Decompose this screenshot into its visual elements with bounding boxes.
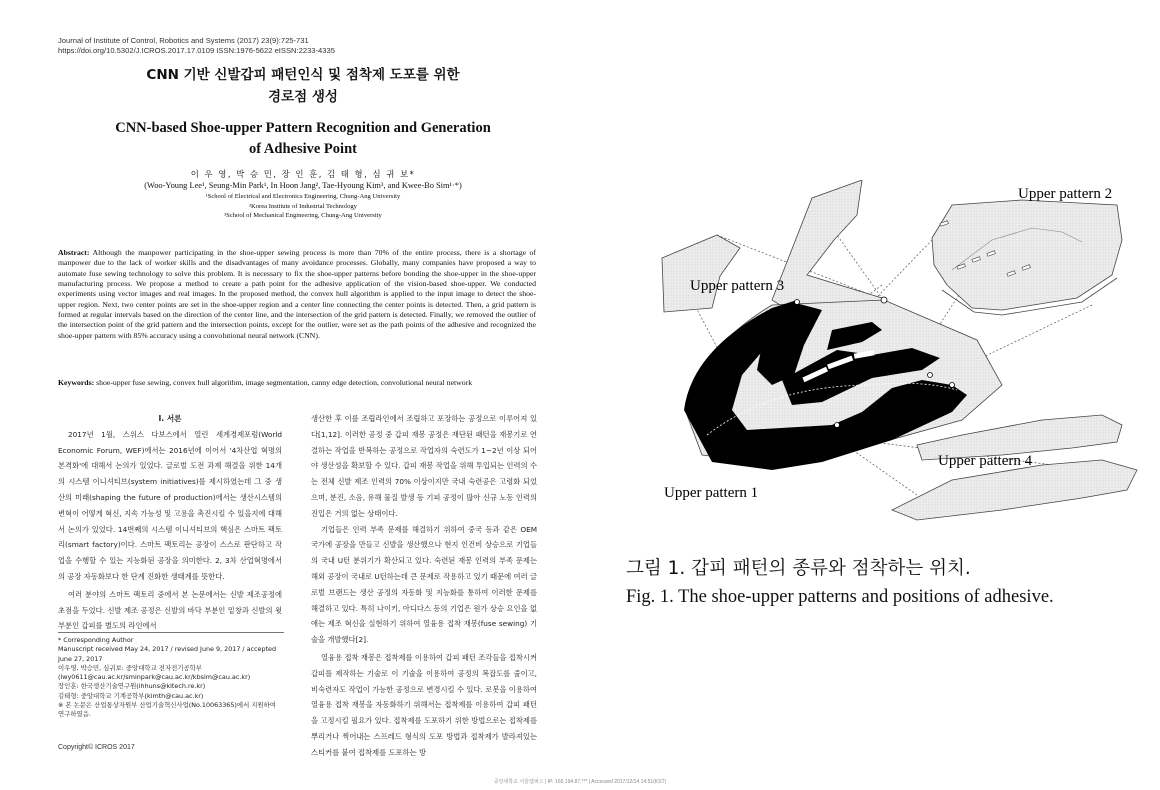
upper-pattern-3-label: Upper pattern 3 bbox=[690, 278, 785, 294]
body-column-left bbox=[58, 411, 282, 636]
paragraph: 기업들은 인력 부족 문제를 해결하기 위하여 중국 등과 같은 OEM 국가에 공장을 만들고 신발을 생산했으나 현지 인건비 상승으로 기업들의 국내 U턴 분위기가 확산되고 있다. 숙련된 재봉 인력의 부족 문제는 해외 공장이 국내로 U턴하는데 큰 문제로 작용하고 있기 때문에 여러 글로벌 브랜드는 생산 공정의 자동화 및 지능화를 통하여 이러한 문제를 해결하고 있다. 특히 나이키, 아디다스 등의 기업은 원가 상승 요인을 없애는 제조 혁신을 실현하기 위하여 열융용 접착 재봉(fuse sewing) 기술을 개발했다[2]. bbox=[311, 524, 537, 645]
keywords bbox=[58, 378, 536, 388]
authors-korean: 이 우 영, 박 승 민, 장 인 훈, 김 태 형, 심 귀 보* bbox=[190, 169, 416, 179]
body-column-right bbox=[311, 411, 537, 763]
shoe-upper-figure bbox=[622, 180, 1142, 530]
korean-title-line1: CNN 기반 신발갑피 패턴인식 및 점착제 도포를 위한 bbox=[146, 67, 460, 83]
upper-pattern-1-label: Upper pattern 1 bbox=[664, 485, 759, 501]
journal-citation: Journal of Institute of Control, Robotics and Systems (2017) 23(9):725-731 bbox=[58, 36, 309, 45]
journal-info bbox=[58, 36, 335, 56]
abstract bbox=[58, 248, 536, 341]
journal-doi: https://doi.org/10.5302/J.ICROS.2017.17.0109 ISSN:1976-5622 eISSN:2233-4335 bbox=[58, 46, 335, 55]
paragraph: 2017년 1월, 스위스 다보스에서 열린 세계경제포럼(World Economic Forum, WEF)에서는 2016년에 이어서 '4차산업 혁명의 본격화'에 대해서 논의가 있었다. 글로벌 도전 과제 해결을 위한 14개의 시스템 이니셔티브(system initiatives)를 제시하였는데 그 중 생산의 미래(shaping the future of production)에서는 생산시스템의 변혁이 어떻게 혁신, 지속 가능성 및 고용을 촉진시킬 수 있을지에 대해서 논의가 있었다. 14번째의 시스템 이니셔티브의 핵심은 스마트 팩토리(smart factory)이다. 스마트 팩토리는 공장이 스스로 판단하고 작업을 수행할 수 있는 지능화된 공장을 의미한다. 2, 3차 산업혁명에서의 공장 자동화보다 한 단계 진화한 생태계를 뜻한다. bbox=[58, 429, 282, 581]
copyright: Copyright© ICROS 2017 bbox=[58, 744, 135, 751]
affiliation-1: ¹School of Electrical and Electronics Engineering, Chung-Ang University bbox=[205, 193, 401, 200]
footnote-line: 이우영, 박승민, 심귀보: 중앙대학교 전자전기공학부 bbox=[58, 663, 202, 672]
footnote-line: 장인훈: 한국생산기술연구원(ihhuns@kitech.re.kr) bbox=[58, 682, 206, 691]
english-title-line2: of Adhesive Point bbox=[249, 141, 357, 157]
paragraph: 생산한 후 이를 조립라인에서 조립하고 포장하는 공정으로 이루어져 있다[1,12]. 이러한 공정 중 갑피 재봉 공정은 재단된 패턴을 재봉기로 연결하는 작업을 반복하는 공정으로 작업자의 숙련도가 1~2년 이상 되어야 생산성을 확보할 수 있다. 갑피 재봉 작업을 위해 투입되는 인력의 수는 전체 신발 제조 인력의 70% 이상이지만 국내 숙련공은 고령화 되었으며, 분진, 소음, 유해 물질 발생 등 기피 공정이 많아 신규 노동 인력의 진입은 거의 없는 상태이다. bbox=[311, 414, 537, 518]
figure-caption-korean: 그림 1. 갑피 패턴의 종류와 점착하는 위치. bbox=[626, 558, 971, 579]
abstract-text: Although the manpower participating in the shoe-upper sewing process is more than 70% of the entire process, there is a shortage of manpower due to the lack of worker skills and the disadvantages of many avoidance processes. Globally, many companies have proposed a way to automate fuse sewing technology to solve this problem. It is necessary to fix the shoe-upper patterns before bonding the shoe-upper in the shoe-upper manufacturing process. We propose a method to create a path point for the adhesive application of the vision-based shoe-upper. We conducted experiments using vector images and real images. In the proposed method, the convex hull algorithm is applied to the input image to detect the shoe-upper region. Next, two center points are set in the shoe-upper region and a center line connecting the center points is detected. Then, a grid pattern is formed at regular intervals based on the direction of the center line, and the intersection of the grid pattern is detected. Finally, we removed the outlier of the intersection point of the grid pattern and the intersection points, except for the outlier, were set as the path points of the adhesive and recognized the shoe-upper pattern with 85% accuracy using a convolutional neural network (CNN). bbox=[58, 248, 536, 340]
authors-english: (Woo-Young Lee¹, Seung-Min Park¹, In Hoon Jang², Tae-Hyoung Kim³, and Kwee-Bo Sim¹·*) bbox=[144, 181, 462, 190]
upper-pattern-4-shape bbox=[892, 460, 1137, 520]
affiliation-2: ²Korea Institute of Industrial Technology bbox=[249, 202, 357, 210]
english-title-line1: CNN-based Shoe-upper Pattern Recognition and Generation bbox=[115, 120, 491, 136]
keywords-text: shoe-upper fuse sewing, convex hull algorithm, image segmentation, canny edge detection, convolutional neural network bbox=[96, 378, 473, 387]
footnote-line: (lwy0611@cau.ac.kr/sminpark@cau.ac.kr/kbsim@cau.ac.kr) bbox=[58, 673, 251, 682]
upper-pattern-2-label: Upper pattern 2 bbox=[1018, 186, 1113, 202]
abstract-label: Abstract: bbox=[58, 248, 90, 257]
korean-title bbox=[58, 64, 548, 108]
footnote-line: Manuscript received May 24, 2017 / revised June 9, 2017 / accepted June 27, 2017 bbox=[58, 645, 277, 663]
affiliation-3: ³School of Mechanical Engineering, Chung-Ang University bbox=[224, 212, 382, 219]
figure-caption-english: Fig. 1. The shoe-upper patterns and positions of adhesive. bbox=[626, 587, 1054, 607]
section-title: I. 서론 bbox=[158, 414, 182, 423]
paragraph: 열융용 접착 재봉은 접착제를 이용하여 갑피 패턴 조각들을 접착시켜 갑피를 제작하는 기술로 이 기술을 이용하여 공정의 복잡도를 줄이고, 비숙련자도 작업이 가능한 공정으로 변경시킬 수 있다. 로봇을 이용하여 열융용 접착 재봉을 자동화하기 위해서는 접착제를 이용하여 갑피 패턴을 고정시킬 필요가 있다. 접착제를 도포하기 위한 방법으로는 접착제를 뿌리거나 찍어내는 스프레드 형식의 도포 방법과 접착제가 발라져있는 스티커를 붙여 접착제를 도포하는 방 bbox=[311, 652, 537, 757]
footnote-line: * Corresponding Author bbox=[58, 636, 134, 644]
paragraph: 여러 분야의 스마트 팩토리 중에서 본 논문에서는 신발 제조공정에 초점을 두었다. 신발 제조 공정은 신발의 바닥 부분인 밑창과 신발의 윗부분인 갑피를 별도의 라인에서 bbox=[58, 589, 282, 631]
upper-pattern-3-shape bbox=[662, 235, 740, 312]
author-block bbox=[58, 168, 548, 221]
access-info: 중앙대학교 서울캠퍼스 | IP: 165.194.87.*** | Accessed 2017/12/14 14:51(KST) bbox=[493, 779, 667, 785]
footnote-line: 김태형: 중앙대학교 기계공학부(kimth@cau.ac.kr) bbox=[58, 691, 204, 700]
footnote-line: ※ 본 논문은 산업통상자원부 산업기술혁신사업(No.10063365)에서 지원하여 연구하였음. bbox=[58, 701, 276, 719]
korean-title-line2: 경로점 생성 bbox=[268, 89, 338, 105]
upper-pattern-4-label: Upper pattern 4 bbox=[938, 453, 1033, 469]
english-title bbox=[58, 118, 548, 160]
footnote bbox=[58, 632, 284, 720]
keywords-label: Keywords: bbox=[58, 378, 95, 387]
